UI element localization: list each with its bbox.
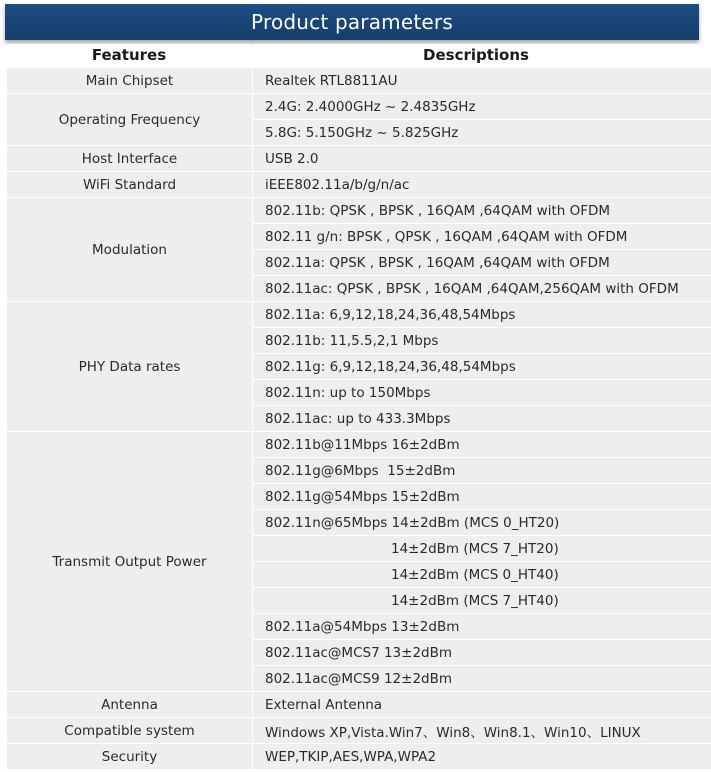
feature-cell: Modulation [7, 198, 253, 302]
descriptions-column-header: Descriptions [253, 44, 699, 66]
table-row [7, 432, 711, 458]
description-cell: 802.11b: 11,5.5,2,1 Mbps [253, 328, 711, 354]
table-row [7, 302, 711, 328]
description-cell: External Antenna [253, 692, 711, 718]
description-cell: 802.11 g/n: BPSK , QPSK , 16QAM ,64QAM with OFDM [253, 224, 711, 250]
feature-cell: Transmit Output Power [7, 432, 253, 692]
feature-cell: Security [7, 744, 253, 770]
description-cell: 802.11n@65Mbps 14±2dBm (MCS 0_HT20) [253, 510, 711, 536]
table-row [7, 146, 711, 172]
description-cell: 5.8G: 5.150GHz ~ 5.825GHz [253, 120, 711, 146]
features-column-header: Features [7, 44, 251, 66]
description-cell: 802.11b@11Mbps 16±2dBm [253, 432, 711, 458]
table-row [7, 692, 711, 718]
table-row [7, 718, 711, 744]
feature-cell: Compatible system [7, 718, 253, 744]
feature-cell: Operating Frequency [7, 94, 253, 146]
description-cell: 2.4G: 2.4000GHz ~ 2.4835GHz [253, 94, 711, 120]
table-row [7, 172, 711, 198]
description-cell: WEP,TKIP,AES,WPA,WPA2 [253, 744, 711, 770]
feature-cell: Main Chipset [7, 68, 253, 94]
description-cell: 802.11g@6Mbps 15±2dBm [253, 458, 711, 484]
description-cell: 802.11a@54Mbps 13±2dBm [253, 614, 711, 640]
description-cell: 802.11ac: QPSK , BPSK , 16QAM ,64QAM,256QAM with OFDM [253, 276, 711, 302]
description-cell: 14±2dBm (MCS 7_HT40) [253, 588, 711, 614]
table-row [7, 94, 711, 120]
description-cell: 802.11n: up to 150Mbps [253, 380, 711, 406]
description-cell: 802.11g: 6,9,12,18,24,36,48,54Mbps [253, 354, 711, 380]
feature-cell: WiFi Standard [7, 172, 253, 198]
feature-cell: Antenna [7, 692, 253, 718]
description-cell: 802.11a: 6,9,12,18,24,36,48,54Mbps [253, 302, 711, 328]
description-cell: 802.11ac@MCS9 12±2dBm [253, 666, 711, 692]
description-cell: 802.11a: QPSK , BPSK , 16QAM ,64QAM with OFDM [253, 250, 711, 276]
banner-title: Product parameters [5, 4, 699, 40]
description-cell: Windows XP,Vista.Win7、Win8、Win8.1、Win10、LINUX [253, 718, 711, 744]
feature-cell: Host Interface [7, 146, 253, 172]
description-cell: 802.11b: QPSK , BPSK , 16QAM ,64QAM with OFDM [253, 198, 711, 224]
feature-cell: PHY Data rates [7, 302, 253, 432]
description-cell: 14±2dBm (MCS 0_HT40) [253, 562, 711, 588]
description-cell: 14±2dBm (MCS 7_HT20) [253, 536, 711, 562]
table-row [7, 744, 711, 770]
description-cell: iEEE802.11a/b/g/n/ac [253, 172, 711, 198]
description-cell: Realtek RTL8811AU [253, 68, 711, 94]
table-row [7, 198, 711, 224]
description-cell: 802.11g@54Mbps 15±2dBm [253, 484, 711, 510]
description-cell: 802.11ac@MCS7 13±2dBm [253, 640, 711, 666]
table-row [7, 68, 711, 94]
spec-table [6, 67, 711, 770]
description-cell: 802.11ac: up to 433.3Mbps [253, 406, 711, 432]
description-cell: USB 2.0 [253, 146, 711, 172]
